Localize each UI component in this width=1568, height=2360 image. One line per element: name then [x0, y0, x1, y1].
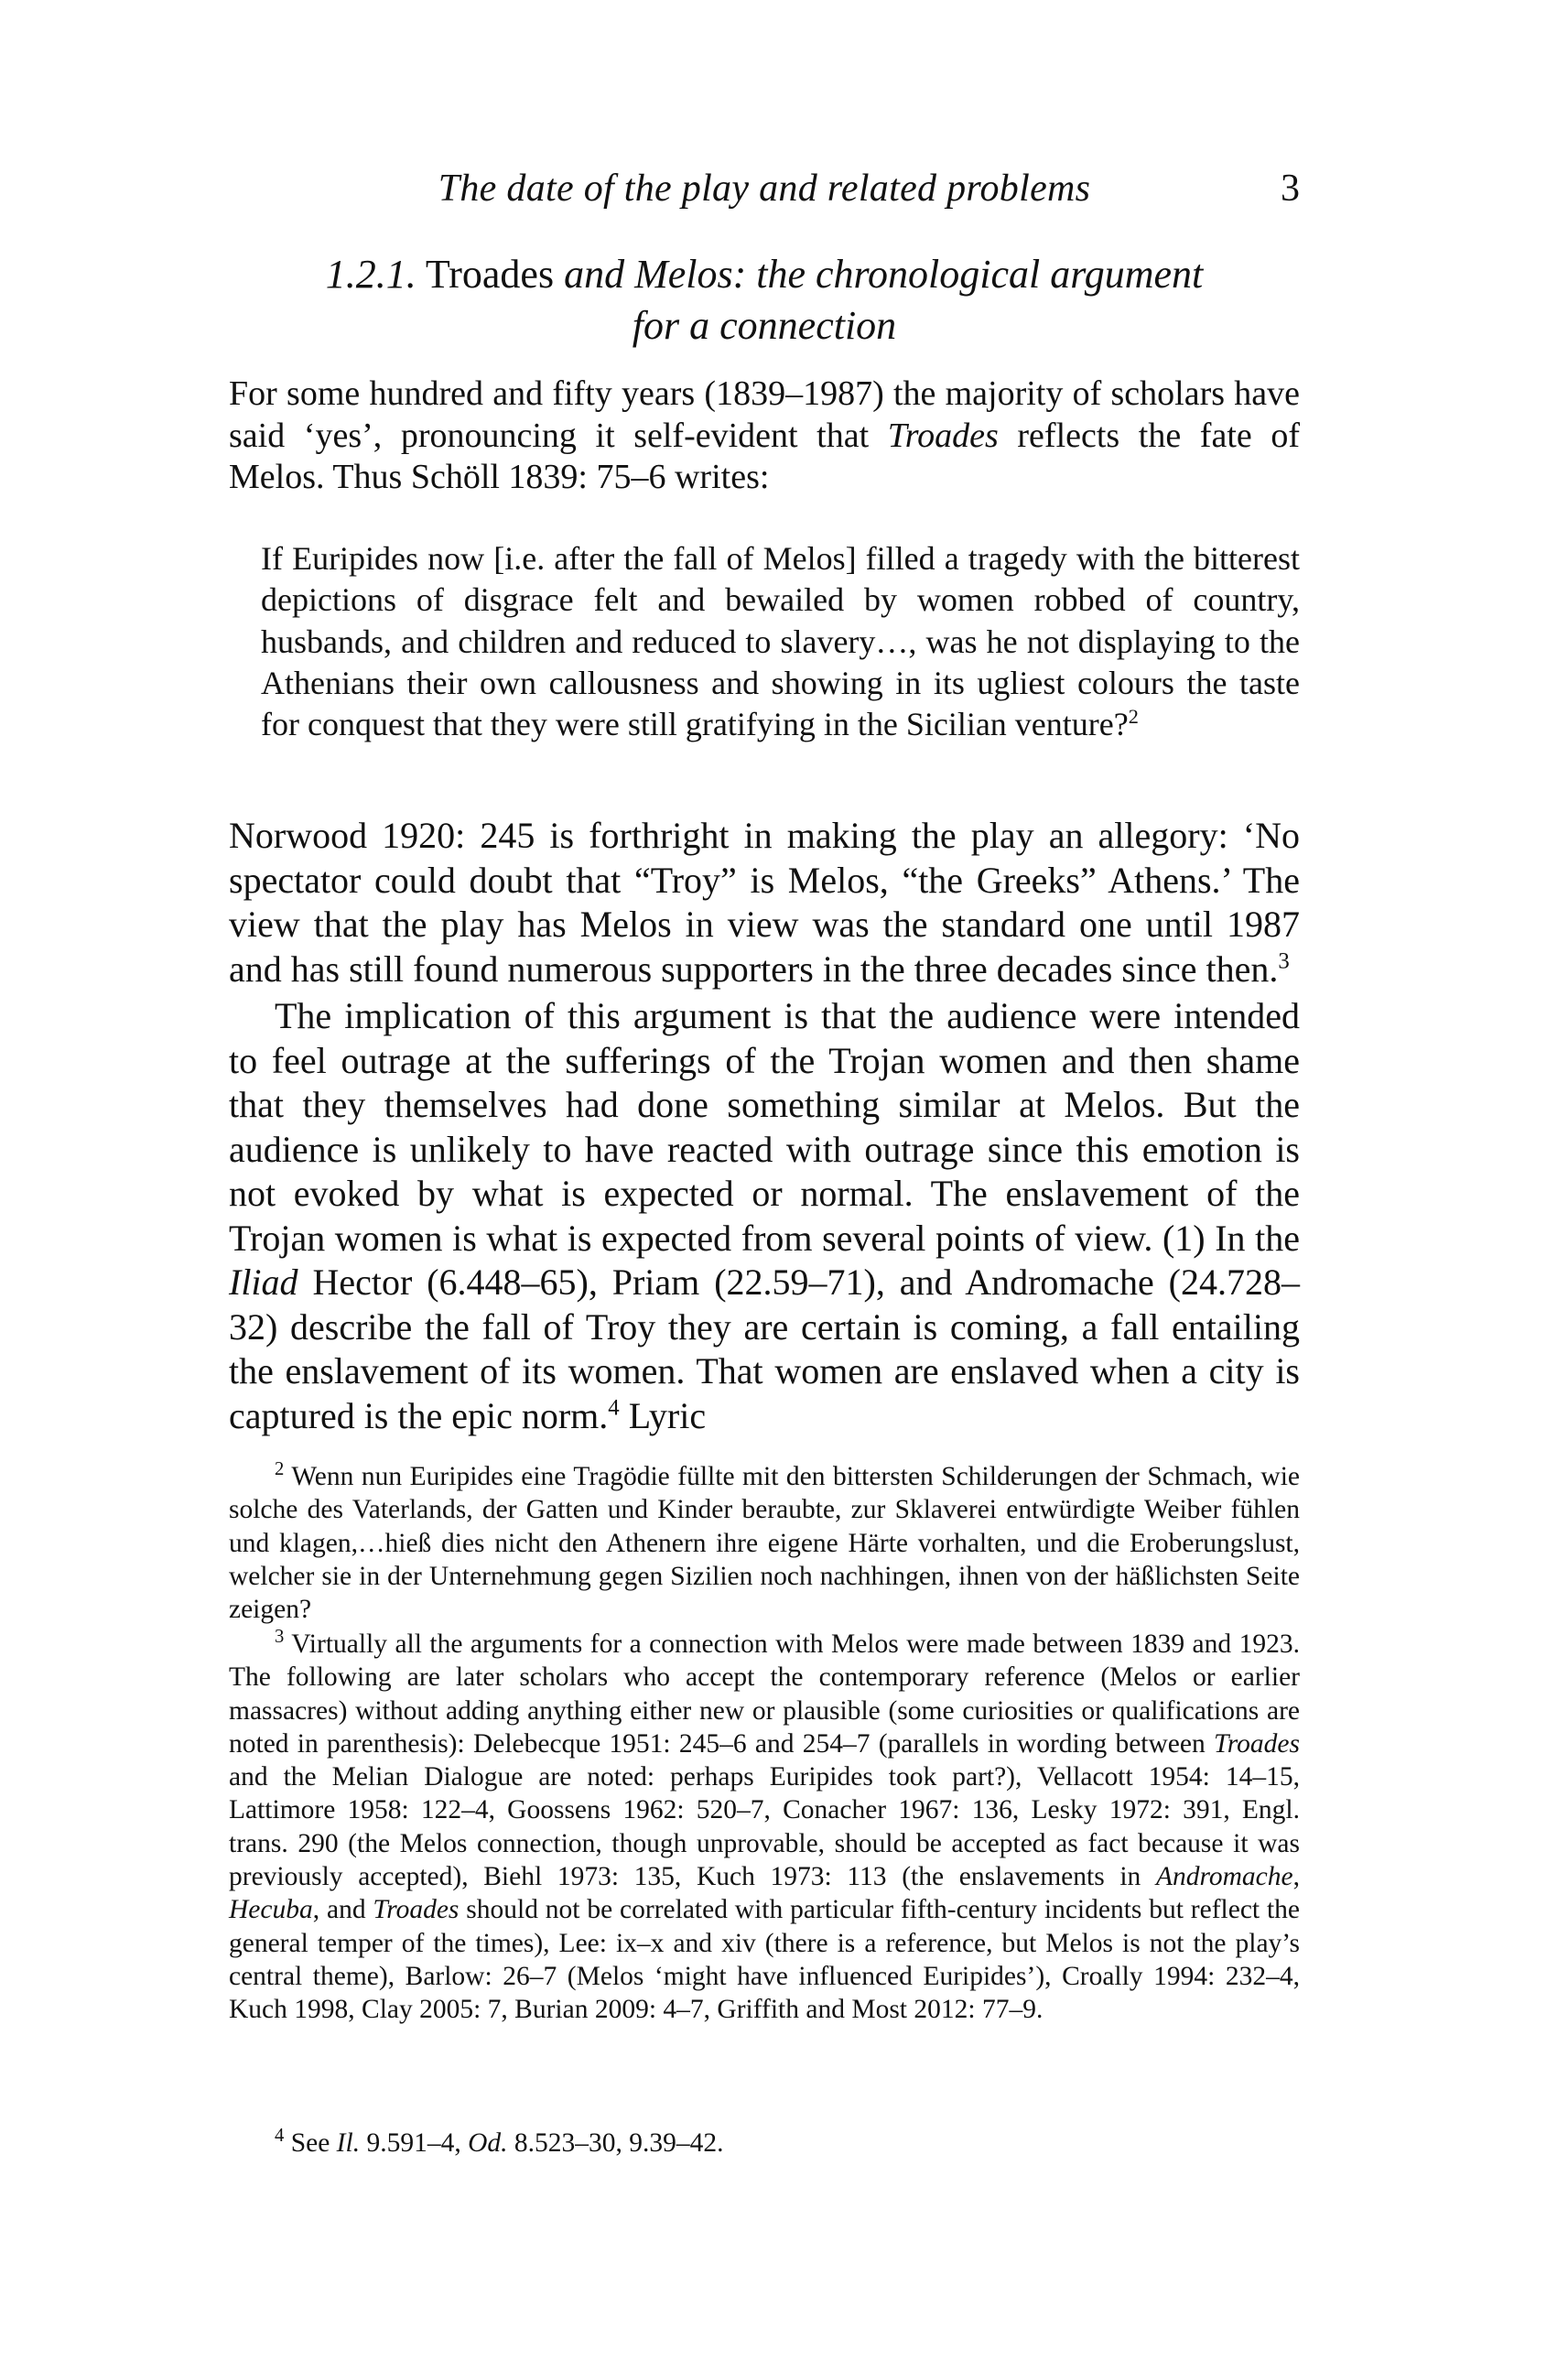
footnote-3-text-a: Virtually all the arguments for a connection with Melos were made between 1839 and 1923. The following are later scholars who accept the contemporary reference (Melos or earlier massacres) without adding anything either new or plausible (some curiosities or qualifications are noted in parenthesis): Delebecque 1951: 245–6 and 254–7 (parallels in wording between	[229, 1629, 1300, 1759]
footnote-4	[229, 2127, 1300, 2160]
footnote-2	[229, 1460, 1300, 1626]
footnote-4-odyssey-italic: Od.	[468, 2128, 508, 2158]
section-heading-line-2: for a connection	[632, 303, 897, 348]
lead-paragraph	[229, 373, 1300, 499]
footnote-3	[229, 1628, 1300, 2027]
footnote-2-number: 2	[275, 1459, 285, 1480]
footnote-3-andromache-italic: Andromache	[1155, 1862, 1293, 1892]
footnote-3-troades-italic: Troades	[1214, 1728, 1300, 1759]
section-heading	[229, 249, 1300, 352]
footnote-4-text-c: 8.523–30, 9.39–42.	[507, 2128, 724, 2158]
footnote-3-troades-italic-2: Troades	[373, 1895, 460, 1925]
section-heading-italic: and Melos: the chronological argument	[564, 252, 1204, 297]
para2-text-2: Hector (6.448–65), Priam (22.59–71), and Andromache (24.728–32) describe the fall of Troy they are certain is coming, a fall entailing the enslavement of its women. That women are enslaved when a city is captured is the epic norm.	[229, 1261, 1300, 1436]
para2-text-1: The implication of this argument is that the audience were intended to feel outrage at the sufferings of the Trojan women and then shame that they themselves had done something similar at Melos. But the audience is unlikely to have reacted with outrage since this emotion is not evoked by what is expected or normal. The enslavement of the Trojan women is what is expected from several points of view. (1) In the	[229, 995, 1300, 1259]
note-ref-3: 3	[1278, 948, 1290, 974]
running-head	[229, 167, 1300, 222]
section-heading-line-1	[229, 249, 1300, 300]
body-paragraph-2	[229, 994, 1300, 1438]
block-quote	[261, 538, 1300, 745]
para2-iliad-italic: Iliad	[229, 1261, 298, 1303]
footnote-3-text-c: ,	[1292, 1862, 1300, 1892]
footnote-4-iliad-italic: Il.	[336, 2128, 361, 2158]
footnote-3-hecuba-italic: Hecuba	[229, 1895, 313, 1925]
lead-title-italic: Troades	[887, 416, 999, 455]
footnote-3-text-d: , and	[312, 1895, 373, 1925]
footnote-3-text-e: should not be correlated with particular fifth-century incidents but reflect the general temper of the times), Lee: ix–x and xiv (there is a reference, but Melos is not the play’s central theme), Barlow: 26–7 (Melos ‘might have influenced Euripides’), Croally 1994: 232–4, Kuch 1998, Clay 2005: 7, Burian 2009: 4–7, Griffith and Most 2012: 77–9.	[229, 1895, 1300, 2025]
footnote-2-text: Wenn nun Euripides eine Tragödie füllte mit den bittersten Schilderungen der Schmach, wie solche des Vaterlands, der Gatten und Kinder beraubte, zur Sklaverei entwürdigte Weiber fühlen und klagen,…hieß dies nicht den Athenern ihre eigene Härte vorhalten, und die Eroberungslust, welcher sie in der Unternehmung gegen Sizilien noch nachhingen, ihnen von der häßlichsten Seite zeigen?	[229, 1462, 1300, 1625]
running-title: The date of the play and related problems	[438, 168, 1091, 210]
body-paragraph-1	[229, 814, 1300, 991]
footnote-4-text-b: 9.591–4,	[360, 2128, 469, 2158]
footnote-4-text-a: See	[290, 2128, 337, 2158]
page-number: 3	[1281, 168, 1300, 210]
footnote-3-number: 3	[275, 1627, 285, 1648]
section-heading-roman: Troades	[425, 252, 555, 297]
quote-text: If Euripides now [i.e. after the fall of Melos] filled a tragedy with the bitterest depictions of disgrace felt and bewailed by women robbed of country, husbands, and children and reduced to slavery…, was he not displaying to the Athenians their own callousness and showing in its ugliest colours the taste for conquest that they were still gratifying in the Sicilian venture?	[261, 540, 1300, 743]
note-ref-4: 4	[608, 1395, 620, 1421]
lead-text-1: For some hundred and fifty years (1839–1987) the majority of scholars have said ‘yes’, pronouncing it self-evident that	[229, 374, 1300, 455]
para2-text-3: Lyric	[619, 1394, 707, 1436]
note-ref-2: 2	[1128, 705, 1139, 729]
section-number: 1.2.1.	[325, 252, 416, 297]
footnote-4-number: 4	[275, 2126, 285, 2147]
lead-text-2: reflects the fate of Melos. Thus Schöll 1839: 75–6 writes:	[229, 416, 1300, 496]
para1-text: Norwood 1920: 245 is forthright in making the play an allegory: ‘No spectator could doubt that “Troy” is Melos, “the Greeks” Athens.’ The view that the play has Melos in view was the standard one until 1987 and has still found numerous supporters in the three decades since then.	[229, 815, 1300, 990]
footnote-3-text-b: and the Melian Dialogue are noted: perhaps Euripides took part?), Vellacott 1954: 14–15, Lattimore 1958: 122–4, Goossens 1962: 520–7, Conacher 1967: 136, Lesky 1972: 391, Engl. trans. 290 (the Melos connection, though unprovable, should be accepted as fact because it was previously accepted), Biehl 1973: 135, Kuch 1973: 113 (the enslavements in	[229, 1762, 1300, 1892]
